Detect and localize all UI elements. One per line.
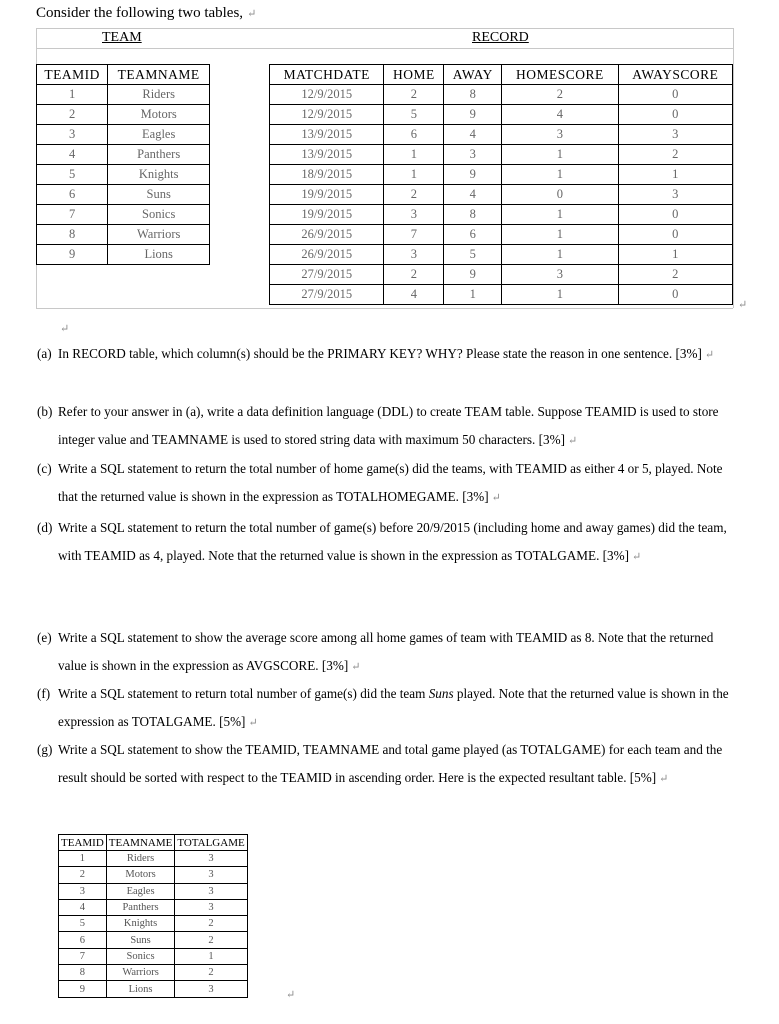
paragraph-mark: ↵ [568,435,578,447]
table-cell: Knights [108,165,210,185]
column-header: AWAY [444,65,502,85]
table-cell: 3 [175,883,247,899]
table-cell: 1 [502,245,618,265]
column-header: HOMESCORE [502,65,618,85]
question-label: (f) [37,686,51,701]
table-cell: 19/9/2015 [270,205,384,225]
table-cell: 1 [502,165,618,185]
table-cell: 3 [502,265,618,285]
layout-rule [36,48,733,49]
table-cell: Panthers [108,145,210,165]
table-cell: 3 [444,145,502,165]
question-label: (e) [37,630,52,645]
table-row [37,225,210,245]
table-cell: Lions [106,981,175,997]
table-row [59,899,248,915]
table-cell: 9 [444,265,502,285]
question-item [37,624,737,681]
paragraph-mark: ↵ [248,717,258,729]
layout-rule [36,308,733,309]
column-header: AWAYSCORE [618,65,732,85]
table-cell: Eagles [106,883,175,899]
table-cell: 1 [502,205,618,225]
column-header: TEAMNAME [108,65,210,85]
table-row [37,85,210,105]
team-name-emphasis: Suns [428,686,454,701]
question-text [58,514,737,571]
table-cell: Knights [106,916,175,932]
table-cell: 7 [384,225,444,245]
table-cell: 5 [444,245,502,265]
table-cell: 27/9/2015 [270,285,384,305]
table-cell: 5 [59,916,107,932]
table-cell: 4 [502,105,618,125]
team-header-row [37,65,210,85]
table-cell: 8 [444,85,502,105]
record-table [269,64,733,305]
table-cell: 1 [618,245,732,265]
team-caption: TEAM [102,30,142,45]
question-label: (g) [37,742,53,757]
table-cell: Riders [106,851,175,867]
table-cell: 13/9/2015 [270,125,384,145]
table-cell: 4 [444,185,502,205]
table-cell: 2 [175,916,247,932]
table-row [270,125,733,145]
table-cell: 3 [618,125,732,145]
table-cell: 6 [59,932,107,948]
table-cell: 3 [175,899,247,915]
question-text-part: Write a SQL statement to show the average score among all home games of team with TEAMID as 8. Note that the returned value is shown in the expression as AVGSCORE. [3%] [58,630,714,673]
question-text-part: In RECORD table, which column(s) should be the PRIMARY KEY? WHY? Please state the reason in one sentence. [3%] [58,346,702,361]
column-header: TEAMNAME [106,835,175,851]
table-cell: 13/9/2015 [270,145,384,165]
table-cell: 3 [618,185,732,205]
table-row [37,245,210,265]
table-row [270,205,733,225]
table-cell: 1 [618,165,732,185]
column-header: TEAMID [59,835,107,851]
question-text [58,398,737,455]
table-cell: 3 [175,981,247,997]
question-text-part: Write a SQL statement to show the TEAMID, TEAMNAME and total game played (as TOTALGAME) for each team and the result should be sorted with respect to the TEAMID in ascending order. Here is the expected resultant table. [5%] [58,742,723,785]
table-row [37,145,210,165]
column-header: TEAMID [37,65,108,85]
table-cell: 8 [444,205,502,225]
table-cell: Sonics [106,948,175,964]
table-cell: 26/9/2015 [270,245,384,265]
table-row [37,205,210,225]
question-item [37,340,737,369]
table-row [270,145,733,165]
paragraph-mark: ↵ [738,299,748,311]
table-row [59,965,248,981]
table-cell: 2 [618,265,732,285]
table-cell: 0 [618,85,732,105]
table-row [270,165,733,185]
table-cell: 2 [384,85,444,105]
question-text [58,736,737,793]
table-cell: 3 [175,851,247,867]
table-cell: Motors [106,867,175,883]
table-cell: Suns [108,185,210,205]
table-row [270,185,733,205]
question-item [37,736,737,793]
table-row [59,981,248,997]
question-item [37,455,737,512]
table-cell: Warriors [106,965,175,981]
table-row [59,851,248,867]
question-item [37,680,737,737]
table-cell: 9 [37,245,108,265]
table-cell: 7 [59,948,107,964]
question-label: (b) [37,404,53,419]
table-cell: 5 [384,105,444,125]
paragraph-mark: ↵ [286,989,296,1001]
table-cell: 7 [37,205,108,225]
table-cell: 1 [384,145,444,165]
table-row [37,105,210,125]
table-cell: 4 [37,145,108,165]
paragraph-mark: ↵ [491,492,501,504]
question-text-part: played. Note that the returned value is shown in the expression as TOTALGAME. [5%] [58,686,729,729]
question-text-part: Write a SQL statement to return the total number of game(s) before 20/9/2015 (including home and away games) did the team, with TEAMID as 4, played. Note that the returned value is shown in the expression as TOTALGAME. [3%] [58,520,727,563]
table-cell: 9 [444,105,502,125]
question-text [58,340,737,369]
table-cell: Riders [108,85,210,105]
table-cell: 3 [59,883,107,899]
question-text [58,680,737,737]
table-cell: 1 [59,851,107,867]
question-item [37,398,737,455]
paragraph-mark: ↵ [704,349,715,361]
table-cell: 1 [384,165,444,185]
table-row [59,948,248,964]
table-cell: 3 [37,125,108,145]
table-cell: 2 [59,867,107,883]
table-cell: 4 [384,285,444,305]
table-cell: 6 [384,125,444,145]
table-row [59,883,248,899]
paragraph-mark: ↵ [632,551,642,563]
record-header-row [270,65,733,85]
table-row [270,285,733,305]
table-row [37,165,210,185]
table-cell: 1 [502,225,618,245]
paragraph-mark: ↵ [351,661,361,673]
table-row [270,245,733,265]
table-cell: 0 [618,105,732,125]
table-cell: 2 [618,145,732,165]
table-cell: 3 [502,125,618,145]
question-text [58,624,737,681]
paragraph-mark: ↵ [60,323,70,335]
table-cell: 6 [444,225,502,245]
question-text-part: Write a SQL statement to return total number of game(s) did the team [58,686,429,701]
table-cell: 4 [444,125,502,145]
table-cell: 2 [502,85,618,105]
question-label: (c) [37,461,52,476]
table-row [59,916,248,932]
table-row [37,125,210,145]
table-cell: 0 [502,185,618,205]
table-cell: 27/9/2015 [270,265,384,285]
table-row [270,225,733,245]
table-cell: Motors [108,105,210,125]
column-header: MATCHDATE [270,65,384,85]
table-row [270,105,733,125]
table-cell: Eagles [108,125,210,145]
table-row [59,932,248,948]
layout-rule [36,28,733,29]
table-row [37,185,210,205]
table-cell: 1 [37,85,108,105]
table-cell: 3 [384,205,444,225]
intro-text: Consider the following two tables, ↵ [36,5,257,21]
question-text-part: Refer to your answer in (a), write a data definition language (DDL) to create TEAM table. Suppose TEAMID is used to store integer value and TEAMNAME is used to stored string data with maximum 50 characters. [3%] [58,404,719,447]
team-table [36,64,210,265]
table-cell: 2 [384,185,444,205]
table-cell: 0 [618,285,732,305]
table-cell: 26/9/2015 [270,225,384,245]
table-cell: 0 [618,205,732,225]
layout-rule [733,28,734,308]
result-table [58,834,248,998]
table-cell: 18/9/2015 [270,165,384,185]
column-header: HOME [384,65,444,85]
question-text [58,455,737,512]
table-cell: 6 [37,185,108,205]
question-label: (d) [37,520,53,535]
question-item [37,514,737,571]
paragraph-mark: ↵ [247,8,257,20]
table-cell: 12/9/2015 [270,85,384,105]
table-cell: 19/9/2015 [270,185,384,205]
table-cell: 1 [502,145,618,165]
table-cell: 8 [37,225,108,245]
table-cell: 2 [37,105,108,125]
table-cell: 1 [444,285,502,305]
table-cell: 3 [175,867,247,883]
table-cell: Panthers [106,899,175,915]
table-cell: 8 [59,965,107,981]
table-cell: 9 [444,165,502,185]
column-header: TOTALGAME [175,835,247,851]
table-cell: 3 [384,245,444,265]
question-text-part: Write a SQL statement to return the total number of home game(s) did the teams, with TEAMID as either 4 or 5, played. Note that the returned value is shown in the expression as TOTALHOMEGAME. [3%] [58,461,723,504]
record-caption: RECORD [472,30,529,45]
table-row [270,85,733,105]
table-cell: Warriors [108,225,210,245]
table-cell: Lions [108,245,210,265]
table-row [270,265,733,285]
table-cell: Sonics [108,205,210,225]
table-cell: 5 [37,165,108,185]
table-cell: 12/9/2015 [270,105,384,125]
table-cell: Suns [106,932,175,948]
table-cell: 9 [59,981,107,997]
table-cell: 0 [618,225,732,245]
table-cell: 4 [59,899,107,915]
result-header-row [59,835,248,851]
table-cell: 2 [175,965,247,981]
table-row [59,867,248,883]
question-label: (a) [37,346,52,361]
table-cell: 1 [502,285,618,305]
table-cell: 2 [175,932,247,948]
paragraph-mark: ↵ [659,773,669,785]
table-cell: 2 [384,265,444,285]
table-cell: 1 [175,948,247,964]
